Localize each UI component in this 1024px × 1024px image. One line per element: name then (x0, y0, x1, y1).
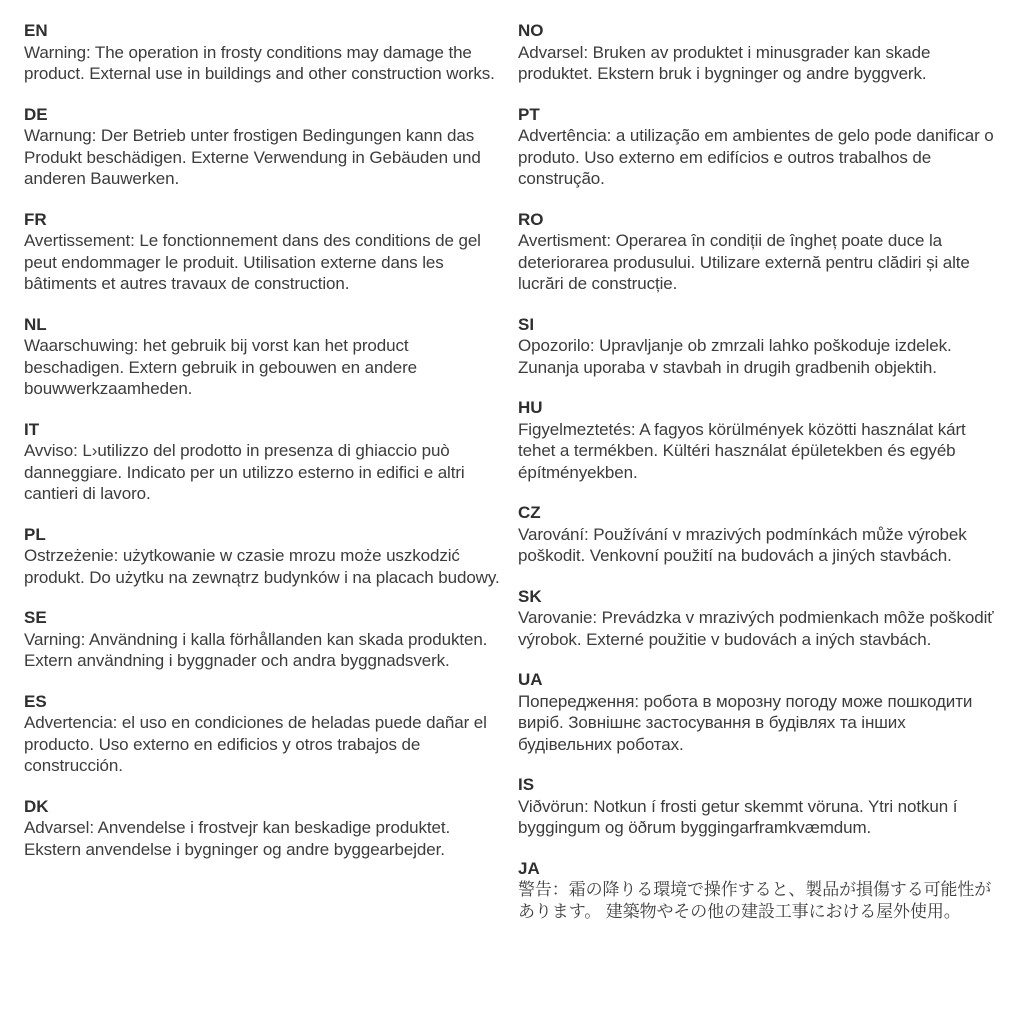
language-section-de (24, 104, 506, 190)
language-section-hu (518, 397, 1000, 483)
language-section-no (518, 20, 1000, 85)
warning-text: Warnung: Der Betrieb unter frostigen Bedingungen kann das Produkt beschädigen. Externe Verwendung in Gebäuden und anderen Bauwerken. (24, 126, 481, 188)
warning-text: Avviso: L›utilizzo del prodotto in presenza di ghiaccio può danneggiare. Indicato per un utilizzo esterno in edifici e altri cantieri di lavoro. (24, 441, 465, 503)
language-section-ro (518, 209, 1000, 295)
language-code-label: SK (518, 586, 542, 606)
warning-text: Varování: Používání v mrazivých podmínkách může výrobek poškodit. Venkovní použití na budovách a jiných stavbách. (518, 524, 967, 565)
warning-text: Waarschuwing: het gebruik bij vorst kan het product beschadigen. Extern gebruik in gebouwen en andere bouwwerkzaamheden. (24, 336, 417, 398)
language-code-label: DK (24, 796, 49, 816)
language-code-label: JA (518, 858, 540, 878)
warning-text: Advertencia: el uso en condiciones de heladas puede dañar el producto. Uso externo en edificios y otros trabajos de construcción. (24, 713, 487, 775)
language-code-label: DE (24, 104, 48, 124)
warning-text: Advarsel: Bruken av produktet i minusgrader kan skade produktet. Ekstern bruk i bygninger og andre byggverk. (518, 42, 931, 83)
warning-text: Varning: Användning i kalla förhållanden kan skada produkten. Extern användning i byggnader och andra byggnadsverk. (24, 629, 488, 670)
language-code-label: RO (518, 209, 544, 229)
language-section-pt (518, 104, 1000, 190)
language-section-ua (518, 669, 1000, 755)
language-section-fr (24, 209, 506, 295)
language-code-label: ES (24, 691, 47, 711)
warning-text: Advertência: a utilização em ambientes de gelo pode danificar o produto. Uso externo em edifícios e outros trabalhos de construção. (518, 126, 994, 188)
language-code-label: CZ (518, 503, 541, 522)
language-section-se (24, 607, 506, 672)
language-code-label: FR (24, 209, 47, 229)
language-section-is (518, 774, 1000, 839)
language-section-nl (24, 314, 506, 400)
language-section-pl (24, 524, 506, 589)
language-code-label: SE (24, 608, 47, 627)
column-right (518, 20, 1000, 941)
warning-text: Warning: The operation in frosty conditions may damage the product. External use in buildings and other construction works. (24, 42, 495, 83)
language-section-si (518, 314, 1000, 379)
language-section-dk (24, 796, 506, 861)
warning-text: Ostrzeżenie: użytkowanie w czasie mrozu może uszkodzić produkt. Do użytku na zewnątrz budynków i na placach budowy. (24, 546, 500, 587)
language-code-label: IT (24, 419, 40, 439)
warning-text: Figyelmeztetés: A fagyos körülmények közötti használat kárt tehet a termékben. Kültéri használat épületekben és egyéb építményekben. (518, 419, 966, 482)
language-section-es (24, 691, 506, 777)
column-left (24, 20, 506, 941)
language-section-en (24, 20, 506, 85)
warning-text: Попередження: робота в морозну погоду може пошкодити виріб. Зовнішнє застосування в будівлях та інших будівельних роботах. (518, 691, 973, 754)
warning-text: Avertisment: Operarea în condiții de îngheț poate duce la deteriorarea produsului. Utilizare externă pentru clădiri și alte lucrări de construcție. (518, 231, 970, 293)
warning-text: Avertissement: Le fonctionnement dans des conditions de gel peut endommager le produit. Utilisation externe dans les bâtiments et autres travaux de construction. (24, 231, 481, 293)
language-code-label: UA (518, 670, 543, 689)
language-section-sk (518, 586, 1000, 651)
language-code-label: HU (518, 398, 543, 417)
language-section-it (24, 419, 506, 505)
language-code-label: NO (518, 21, 544, 40)
language-section-cz (518, 502, 1000, 567)
language-section-ja (518, 858, 1000, 923)
language-code-label: PT (518, 104, 540, 124)
warning-text: Varovanie: Prevádzka v mrazivých podmienkach môže poškodiť výrobok. Externé použitie v budovách a iných stavbách. (518, 608, 994, 649)
warning-text: Advarsel: Anvendelse i frostvejr kan beskadige produktet. Ekstern anvendelse i bygninger og andre byggearbejder. (24, 818, 451, 859)
language-code-label: SI (518, 314, 535, 334)
language-code-label: PL (24, 524, 46, 544)
warning-text: 警告：霜の降りる環境で操作すると、製品が損傷する可能性があります。 建築物やその他の建設工事における屋外使用。 (518, 880, 992, 921)
language-code-label: IS (518, 775, 535, 794)
warning-text: Viðvörun: Notkun í frosti getur skemmt vöruna. Ytri notkun í byggingum og öðrum byggingarframkvæmdum. (518, 796, 958, 837)
language-code-label: NL (24, 314, 47, 334)
language-code-label: EN (24, 21, 48, 40)
warning-text: Opozorilo: Upravljanje ob zmrzali lahko poškoduje izdelek. Zunanja uporaba v stavbah in drugih gradbenih objektih. (518, 336, 952, 377)
